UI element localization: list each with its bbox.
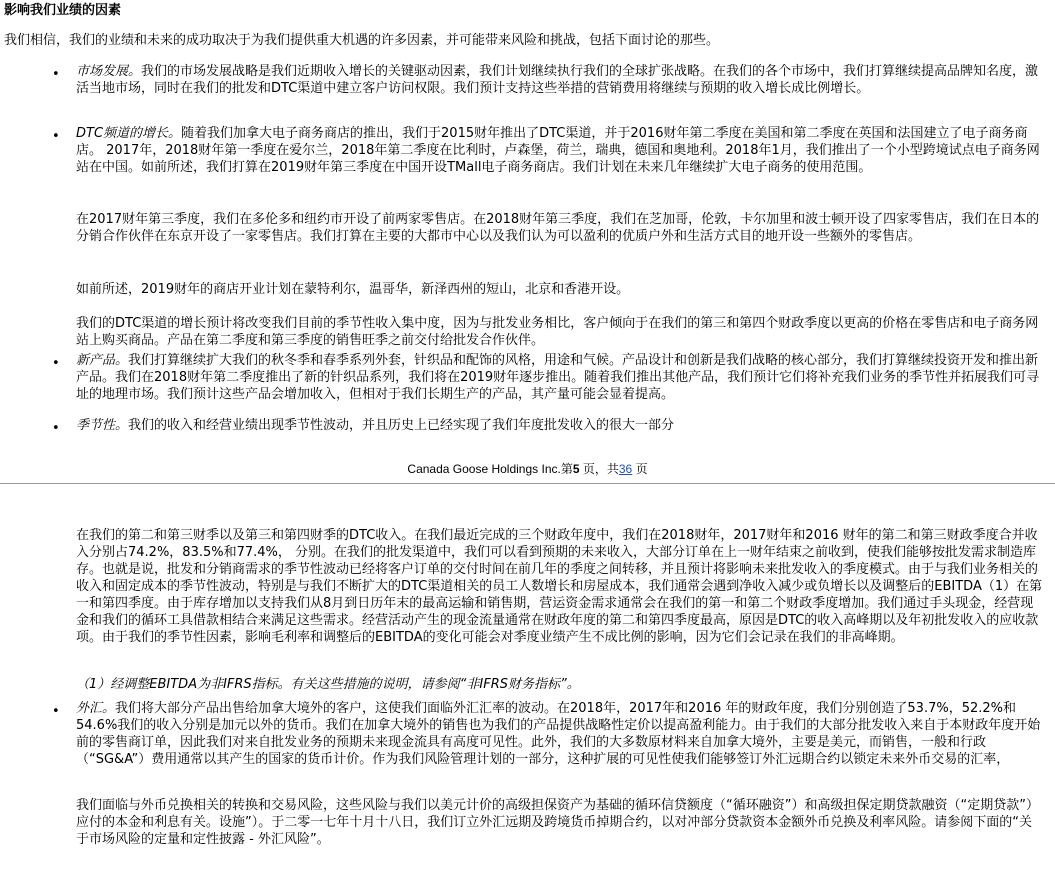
bullet-lead: DTC频道的增长。 [76,126,182,141]
dtc-paragraph-seasonality: 我们的DTC渠道的增长预计将改变我们目前的季节性收入集中度，因为与批发业务相比，客户倾向于在我们的第三和第四个财政季度以更高的价格在零售店和电子商务网站上购买商品。产品在第二季度和第三季度的销售旺季之前交付给批发合作伙伴。 [76,316,1039,348]
bullet-market-development [76,63,1044,97]
footer-prefix: Canada Goose Holdings Inc.第 [407,462,573,476]
bullet-lead: 市场发展。 [76,64,142,79]
dtc-paragraph-store-plan: 如前所述，2019财年的商店开业计划在蒙特利尔，温哥华，新泽西州的短山，北京和香港开设。 [76,282,630,297]
page-divider [0,483,1055,484]
bullet-marker: • [52,356,60,371]
bullet-text: 随着我们加拿大电子商务商店的推出，我们于2015财年推出了DTC渠道，并于2016财年第二季度在美国和第二季度在英国和法国建立了电子商务商店。 2017年，2018财年第一季度在爱尔兰，2018年第二季度在比利时，卢森堡，荷兰，瑞典，德国和奥地利。2018年1月，我们推出了一个小型跨境试点电子商务网站在中国。如前所述，我们打算在2019财年第三季度在中国开设TMall电子商务商店。我们计划在未来几年继续扩大电子商务的使用范围。 [76,126,1040,175]
seasonality-continuation-paragraph: 在我们的第二和第三财季以及第三和第四财季的DTC收入。在我们最近完成的三个财政年度中，我们在2018财年，2017财年和2016 财年的第二和第三财政季度合并收入分别占74.2%，83.5%和77.4%， 分别。在我们的批发渠道中，我们可以看到预期的未来收入，大部分订单在上一财年结束之前收到，使我们能够按批发需求制造库存。也就是说，批发和分销商需求的季节性波动已经将客户订单的交付时间在前几年的季度之间转移，并且预计将影响未来批发收入的季度模式。由于与我们业务相关的收入和固定成本的季节性波动，特别是与我们不断扩大的DTC渠道相关的员工人数增长和房屋成本，我们通常会遇到净收入减少或负增长以及调整后的EBITDA（1）在第一和第四季度。由于库存增加以支持我们从8月到日历年末的最高运输和销售期，营运资金需求通常会在我们的第一和第二个财政季度增加。我们通过手头现金，经营现金和我们的循环工具借款相结合来满足这些需求。经营活动产生的现金流量通常在财政年度的第二和第四季度最高，原因是DTC的收入高峰期以及年初批发收入的应收款项。由于我们的季节性因素，影响毛利率和调整后的EBITDA的变化可能会对季度业绩产生不成比例的影响，因为它们会记录在我们的非高峰期。 [76,528,1043,645]
bullet-marker: • [52,704,60,719]
bullet-marker: • [52,421,60,436]
bullet-text: 我们打算继续扩大我们的秋冬季和春季系列外套，针织品和配饰的风格，用途和气候。产品设计和创新是我们战略的核心部分，我们打算继续投资开发和推出新产品。我们在2018财年第二季度推出了新的针织品系列，我们将在2019财年逐步推出。随着我们推出其他产品，我们预计它们将补充我们业务的季节性并拓展我们可寻址的地理市场。我们预计这些产品会增加收入，但相对于我们长期生产的产品，其产量可能会显着提高。 [76,353,1040,402]
bullet-lead: 季节性。 [76,418,129,433]
bullet-seasonality [76,417,1044,434]
bullet-marker: • [52,67,60,82]
dtc-paragraph-retail: 在2017财年第三季度，我们在多伦多和纽约市开设了前两家零售店。在2018财年第三季度，我们在芝加哥，伦敦，卡尔加里和波士顿开设了四家零售店，我们在日本的分销合作伙伴在东京开设了一家零售店。我们打算在主要的大都市中心以及我们认为可以盈利的优质户外和生活方式目的地开设一些额外的零售店。 [76,212,1040,244]
ebitda-footnote: （1）经调整EBITDA为非IFRS指标。有关这些措施的说明，请参阅“非IFRS财务指标”。 [76,677,580,692]
bullet-text: 我们的收入和经营业绩出现季节性波动，并且历史上已经实现了我们年度批发收入的很大一部分 [128,418,675,433]
bullet-new-products [76,352,1044,403]
footer-page-number: 5 [572,462,580,476]
bullet-lead: 新产品。 [76,353,129,368]
bullet-text: 我们将大部分产品出售给加拿大境外的客户，这使我们面临外汇汇率的波动。在2018年，2017年和2016 年的财政年度，我们分别创造了53.7%，52.2%和54.6%我们的收入分别是加元以外的货币。我们在加拿大境外的销售也为我们的产品提供战略性定价以提高盈利能力。由于我们的大部分批发收入来自于本财政年度开始前的零售商订单，因此我们对来自批发业务的预期未来现金流具有高度可见性。此外，我们的大多数原材料来自加拿大境外，主要是美元，而销售，一般和行政（“SG&A”）费用通常以其产生的国家的货币计价。作为我们风险管理计划的一部分，这种扩展的可见性使我们能够签订外汇远期合约以锁定未来外币交易的汇率， [76,701,1041,767]
intro-paragraph: 我们相信，我们的业绩和未来的成功取决于为我们提供重大机遇的许多因素，并可能带来风险和挑战，包括下面讨论的那些。 [4,33,720,48]
bullet-text: 我们的市场发展战略是我们近期收入增长的关键驱动因素，我们计划继续执行我们的全球扩张战略。在我们的各个市场中，我们打算继续提高品牌知名度，激活当地市场，同时在我们的批发和DTC渠道中建立客户访问权限。我们预计支持这些举措的营销费用将继续与预期的收入增长成比例增长。 [76,64,1039,96]
footer-mid: 页，共 [579,462,619,476]
bullet-dtc-growth [76,125,1044,176]
page-footer [0,461,1055,478]
bullet-marker: • [52,129,60,144]
bullet-lead: 外汇。 [76,701,116,716]
bullet-foreign-exchange [76,700,1044,768]
section-heading: 影响我们业绩的因素 [4,3,122,18]
footer-suffix: 页 [632,462,648,476]
fx-risk-paragraph: 我们面临与外币兑换相关的转换和交易风险，这些风险与我们以美元计价的高级担保资产为基础的循环信贷额度（“循环融资”）和高级担保定期贷款融资（“定期贷款”）应付的本金和利息有关。设施”）。于二零一七年十月十八日，我们订立外汇远期及跨境货币掉期合约，以对冲部分贷款资本金额外币兑换及利率风险。请参阅下面的“关于市场风险的定量和定性披露 - 外汇风险”。 [76,798,1039,847]
footer-total-pages-link[interactable]: 36 [618,462,633,476]
